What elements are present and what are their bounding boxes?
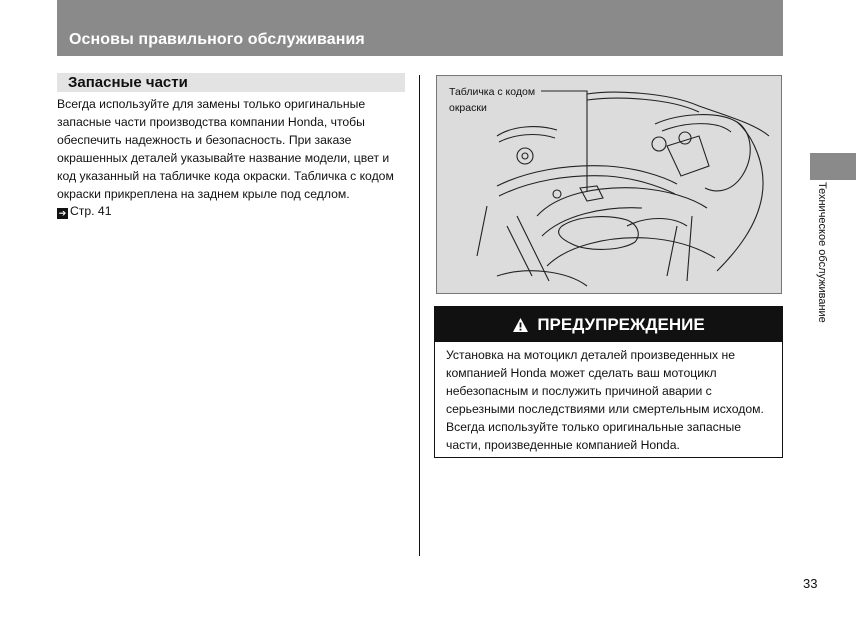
warning-text: Установка на мотоцикл деталей произведенных не компанией Honda может сделать ваш мотоцикл небезопасным и послужить причиной аварии с серьезными последствиями или смертельным исходом. Всегда используйте только оригинальные запасные части, произведенные компанией Honda.: [446, 348, 764, 452]
warning-triangle-icon: [512, 317, 529, 333]
page-reference-text: Стр. 41: [70, 204, 112, 219]
page-reference-link[interactable]: [57, 204, 112, 218]
warning-heading: [435, 307, 782, 342]
section-title: Запасные части: [68, 74, 188, 91]
header-bar: [57, 0, 783, 56]
warning-heading-text: ПРЕДУПРЕЖДЕНИЕ: [537, 315, 705, 334]
reference-arrow-icon: ➔: [58, 208, 67, 219]
paint-code-label-line1: Табличка с кодом: [449, 86, 536, 98]
section-body-text: Всегда используйте для замены только оригинальные запасные части производства компании Honda, чтобы обеспечить надежность и безопасность. При заказе окрашенных деталей указывайте название модели, цвет и код указанный на табличке кода окраски. Табличка с кодом окраски прикреплена на заднем крыле под седлом.: [57, 97, 394, 201]
column-divider: [419, 75, 420, 556]
paint-code-label-line2: окраски: [449, 102, 487, 114]
section-body: [57, 96, 407, 221]
chapter-tab-label: Техническое обслуживание: [816, 182, 828, 323]
page-number: 33: [803, 576, 818, 591]
paint-code-label: [449, 84, 535, 116]
page-title: Основы правильного обслуживания: [69, 31, 365, 48]
chapter-tab: [810, 153, 856, 180]
warning-box: [434, 306, 783, 458]
section-heading-bar: [57, 73, 405, 92]
paint-code-illustration: [436, 75, 782, 294]
